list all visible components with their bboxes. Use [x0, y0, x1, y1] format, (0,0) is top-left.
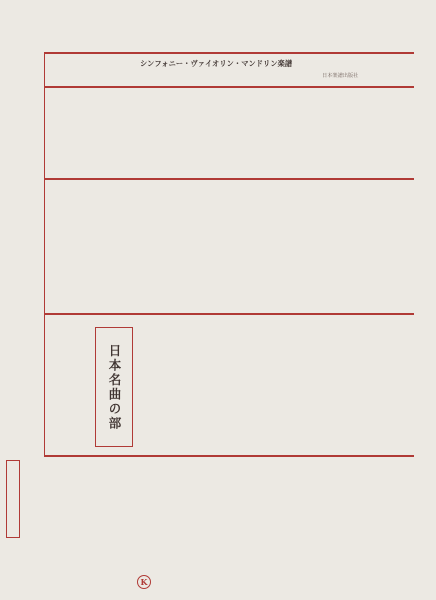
catalog-title: シンフォニー・ヴァイオリン・マンドリン楽譜: [140, 59, 293, 68]
section-title: 日本名曲の部: [107, 343, 122, 431]
left-vertical-rule: [44, 52, 45, 456]
band3-bottom-rule: [44, 455, 414, 457]
band1-bottom-rule: [44, 178, 414, 180]
band3-left-entries: [50, 320, 92, 450]
section-title-box: [95, 327, 133, 447]
top-rule: [44, 52, 414, 54]
publisher-line: 日本楽譜出版社: [322, 73, 359, 79]
band1-entries: [50, 90, 412, 176]
band2-bottom-rule: [44, 313, 414, 315]
colophon: [42, 462, 222, 592]
publisher-logo-icon: K: [137, 575, 151, 589]
header-bottom-rule: [44, 86, 414, 88]
left-red-box: [6, 460, 20, 538]
band3-right-entries: [140, 320, 412, 450]
band4-entries: [232, 462, 412, 574]
band2-entries: [50, 184, 412, 310]
